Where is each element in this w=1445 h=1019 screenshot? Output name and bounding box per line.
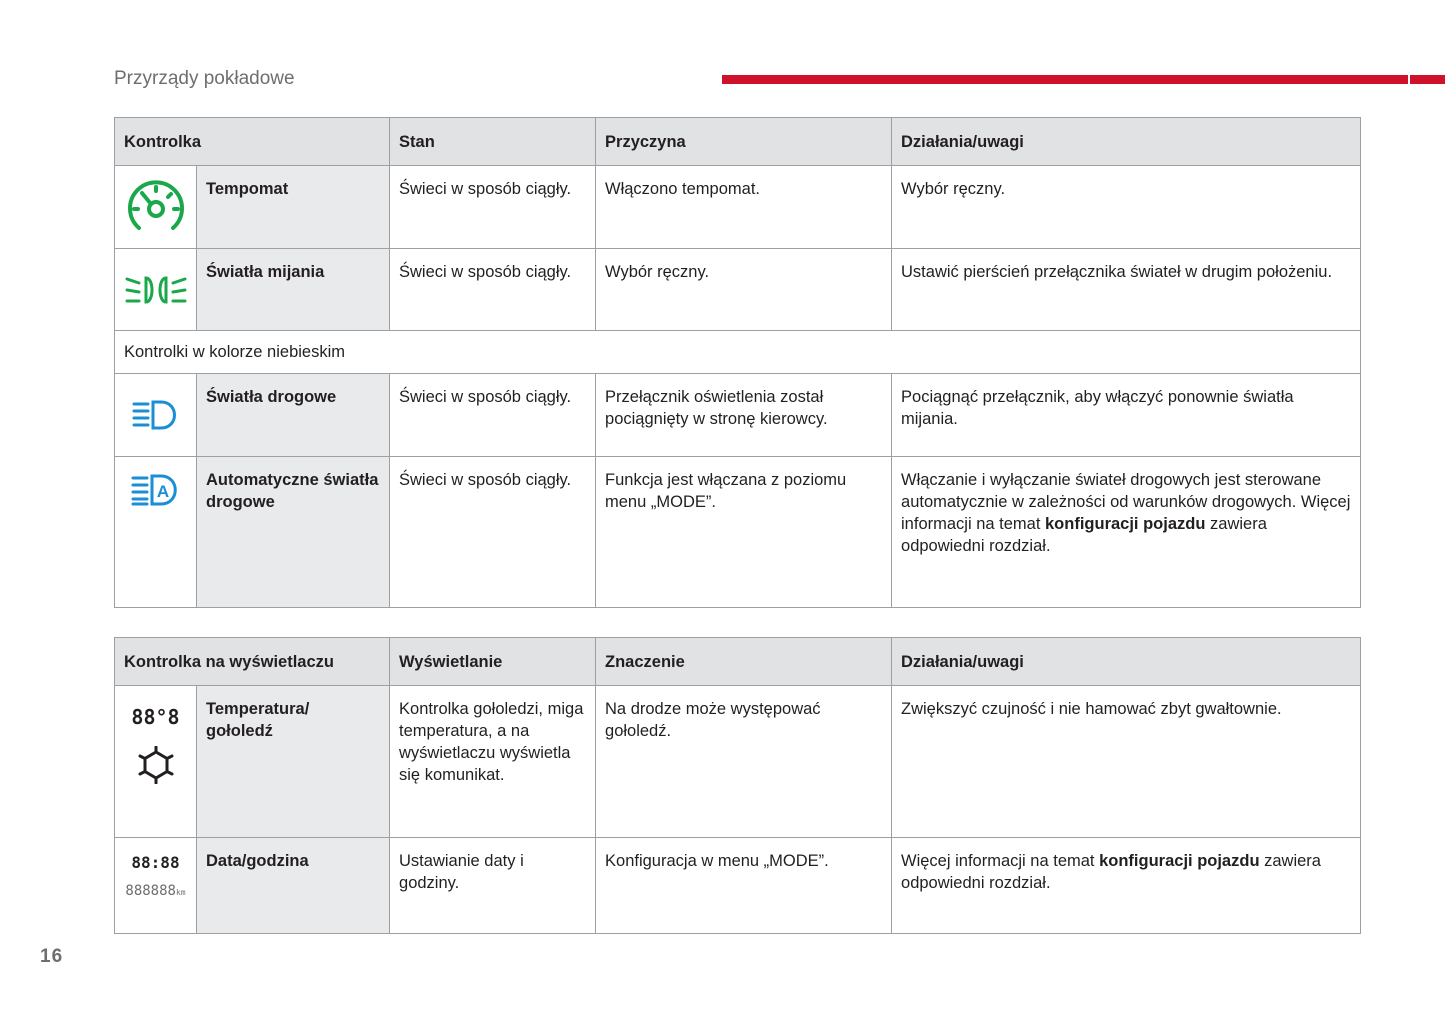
- row-name: Data/godzina: [197, 838, 390, 934]
- row-cause: Wybór ręczny.: [596, 249, 892, 331]
- row-display: Kontrolka gołoledzi, miga temperatura, a na wyświetlaczu wyświetla się komunikat.: [390, 686, 596, 838]
- table-row: [115, 374, 1361, 457]
- table-header-row: [115, 118, 1361, 166]
- row-name: Tempomat: [197, 166, 390, 249]
- row-cause: Przełącznik oświetlenia został pociągnięty w stronę kierowcy.: [596, 374, 892, 457]
- header-dzialania: Działania/uwagi: [892, 118, 1361, 166]
- temperature-display-icon: 88°8: [131, 705, 180, 729]
- row-display: Ustawianie daty i godziny.: [390, 838, 596, 934]
- row-action: Wybór ręczny.: [892, 166, 1361, 249]
- display-indicators-table: [114, 637, 1361, 934]
- header-przyczyna: Przyczyna: [596, 118, 892, 166]
- row-action: Ustawić pierścień przełącznika świateł w drugim położeniu.: [892, 249, 1361, 331]
- header-znaczenie: Znaczenie: [596, 638, 892, 686]
- action-text: Włączanie i wyłączanie świateł drogowych jest sterowane automatycznie w zależności od warunków drogowych. Więcej informacji na temat: [901, 471, 1351, 533]
- table-row: [115, 249, 1361, 331]
- table-row: [115, 457, 1361, 608]
- action-text-end: zawiera odpowiedni rozdział.: [901, 852, 1321, 892]
- row-state: Świeci w sposób ciągły.: [390, 249, 596, 331]
- action-text-end: zawiera odpowiedni rozdział.: [901, 515, 1267, 555]
- icon-cell: [115, 249, 197, 331]
- row-state: Świeci w sposób ciągły.: [390, 457, 596, 608]
- header-kontrolka-wyswietlacz: Kontrolka na wyświetlaczu: [115, 638, 390, 686]
- odometer-display-icon: [119, 880, 192, 904]
- row-cause: Funkcja jest włączana z poziomu menu „MODE”.: [596, 457, 892, 608]
- header-accent-bar: [722, 75, 1408, 84]
- table-row: [115, 838, 1361, 934]
- ice-warning-icon: [137, 746, 175, 784]
- row-cause: Włączono tempomat.: [596, 166, 892, 249]
- icon-cell: [115, 686, 197, 838]
- page-number: 16: [40, 946, 64, 967]
- action-bold: konfiguracji pojazdu: [1045, 515, 1206, 533]
- row-action: [892, 838, 1361, 934]
- cruise-control-icon: [125, 178, 187, 236]
- subheader-blue-lights: Kontrolki w kolorze niebieskim: [115, 331, 1361, 374]
- row-name: Światła drogowe: [197, 374, 390, 457]
- row-action: Zwiększyć czujność i nie hamować zbyt gwałtownie.: [892, 686, 1361, 838]
- row-name: Automatyczne światła drogowe: [197, 457, 390, 608]
- header-dzialania: Działania/uwagi: [892, 638, 1361, 686]
- table-header-row: [115, 638, 1361, 686]
- table-row: [115, 166, 1361, 249]
- action-bold: konfiguracji pojazdu: [1099, 852, 1260, 870]
- odometer-unit: km: [175, 888, 186, 897]
- odometer-digits: 888888: [125, 883, 176, 899]
- header-kontrolka: Kontrolka: [115, 118, 390, 166]
- header-stan: Stan: [390, 118, 596, 166]
- action-text: Więcej informacji na temat: [901, 852, 1100, 870]
- icon-cell: [115, 166, 197, 249]
- row-state: Świeci w sposób ciągły.: [390, 374, 596, 457]
- icon-cell: [115, 457, 197, 608]
- auto-main-beam-icon: [130, 473, 182, 507]
- auto-letter: A: [156, 482, 169, 501]
- header-accent-bar-end: [1410, 75, 1445, 84]
- row-state: Świeci w sposób ciągły.: [390, 166, 596, 249]
- row-action: [892, 457, 1361, 608]
- icon-cell: [115, 838, 197, 934]
- row-action: Pociągnąć przełącznik, aby włączyć ponownie światła mijania.: [892, 374, 1361, 457]
- icon-cell: [115, 374, 197, 457]
- row-name: Temperatura/ gołoledź: [197, 686, 390, 838]
- row-name: Światła mijania: [197, 249, 390, 331]
- section-title: Przyrządy pokładowe: [114, 68, 295, 89]
- header-wyswietlanie: Wyświetlanie: [390, 638, 596, 686]
- dipped-beam-icon: [124, 272, 188, 308]
- row-meaning: Na drodze może występować gołoledź.: [596, 686, 892, 838]
- table-row: [115, 686, 1361, 838]
- main-beam-icon: [131, 399, 181, 431]
- subheader-row: [115, 331, 1361, 374]
- row-meaning: Konfiguracja w menu „MODE”.: [596, 838, 892, 934]
- clock-display-icon: 88:88: [131, 853, 180, 872]
- warning-lights-table: [114, 117, 1361, 608]
